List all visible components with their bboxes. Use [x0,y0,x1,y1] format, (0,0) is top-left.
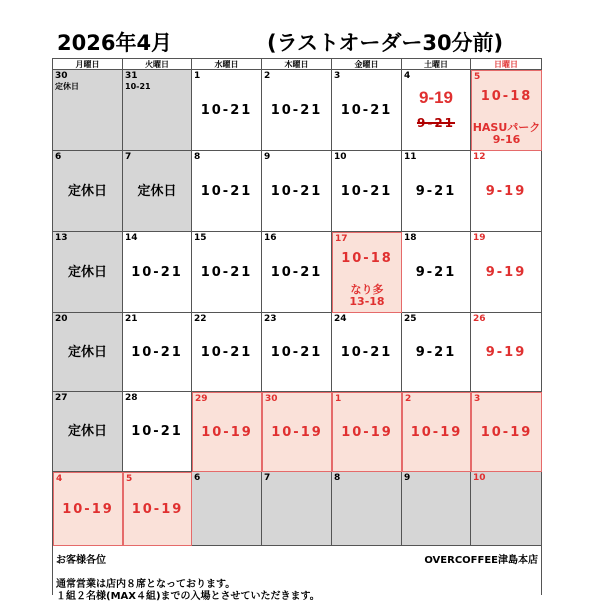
event-name: HASUパーク [472,121,541,134]
day-number: 29 [195,394,208,404]
closed-day-label: 定休日 [67,184,107,199]
calendar-day-cell [332,392,402,472]
day-number: 21 [125,314,138,324]
day-number: 30 [55,71,68,81]
business-hours: 10-19 [410,425,463,440]
business-hours: 9-19 [485,345,527,360]
day-number: 1 [194,71,201,81]
business-hours: 10-21 [270,345,323,360]
day-number: 11 [404,152,417,162]
day-number: 17 [335,234,348,244]
day-number: 4 [404,71,411,81]
closed-day-label: 定休日 [67,345,107,360]
business-hours: 10-21 [270,265,323,280]
calendar-day-cell [262,232,332,313]
business-hours: 9-21 [415,345,457,360]
day-note: 10-21 [125,82,151,91]
business-hours: 9-21 [415,265,457,280]
business-hours: 10-19 [271,425,323,440]
weekday-header: 水曜日 [192,59,262,70]
calendar-month-title: 2026年4月 [57,31,173,55]
calendar-day-cell [332,151,402,232]
day-number: 5 [474,72,481,82]
business-hours: 10-21 [340,184,393,199]
day-number: 25 [404,314,417,324]
business-hours: 10-21 [131,345,183,360]
day-number: 5 [126,474,133,484]
day-number: 15 [194,233,207,243]
calendar-day-cell [332,232,402,313]
calendar-day-cell [332,472,402,546]
day-number: 4 [56,474,63,484]
business-hours: 10-21 [270,184,323,199]
calendar-title [0,0,595,58]
calendar-day-cell [192,392,262,472]
day-note: 定休日 [55,82,79,91]
day-number: 9 [404,473,411,483]
day-number: 20 [55,314,68,324]
calendar-day-cell [471,392,542,472]
business-hours: 10-21 [340,345,393,360]
day-number: 6 [194,473,201,483]
changed-hours: 9-19 [418,88,454,107]
calendar-day-cell [332,70,402,151]
calendar-day-cell [262,313,332,392]
calendar-day-cell [471,313,542,392]
calendar-day-cell [402,472,471,546]
calendar-day-cell [192,151,262,232]
day-number: 3 [474,394,481,404]
day-number: 30 [265,394,278,404]
day-number: 10 [334,152,347,162]
day-number: 31 [125,71,138,81]
business-hours: 10-19 [480,425,533,440]
shop-name: OVERCOFFEE津島本店 [424,555,538,566]
calendar-day-cell [123,151,192,232]
business-hours: 10-21 [200,103,253,118]
weekday-header: 土曜日 [402,59,471,70]
day-number: 9 [264,152,271,162]
cancelled-hours-wrap [402,112,470,131]
weekday-header: 火曜日 [123,59,192,70]
calendar-day-cell [262,392,332,472]
calendar-day-cell [402,151,471,232]
calendar-day-cell [332,313,402,392]
business-hours: 10-19 [131,502,184,517]
calendar-day-cell [53,472,123,546]
last-order-note: (ラストオーダー30分前) [267,31,504,55]
closed-day-label: 定休日 [137,184,177,199]
weekday-header: 金曜日 [332,59,402,70]
closed-day-label: 定休日 [67,424,107,439]
notice-line-1: 通常営業は店内８席となっております。 [56,579,236,590]
day-number: 26 [473,314,486,324]
weekday-header: 月曜日 [53,59,123,70]
day-number: 10 [473,473,486,483]
calendar-grid [52,58,542,546]
business-hours: 9-19 [485,265,527,280]
day-number: 28 [125,393,138,403]
calendar-day-cell [471,232,542,313]
day-number: 7 [125,152,132,162]
day-number: 6 [55,152,62,162]
calendar-day-cell [123,313,192,392]
day-number: 14 [125,233,138,243]
day-number: 19 [473,233,486,243]
calendar-day-cell [53,392,123,472]
calendar-day-cell [471,151,542,232]
calendar-day-cell [123,232,192,313]
business-hours: 10-18 [341,251,393,266]
weekday-header: 日曜日 [471,59,542,70]
business-hours: 10-21 [200,345,253,360]
calendar-day-cell [123,472,192,546]
calendar-day-cell [53,151,123,232]
day-number: 24 [334,314,347,324]
day-number: 8 [194,152,201,162]
calendar-day-cell [53,70,123,151]
calendar-day-cell [402,313,471,392]
day-number: 13 [55,233,68,243]
calendar-day-cell [402,392,471,472]
day-number: 2 [264,71,271,81]
calendar-day-cell [53,232,123,313]
business-hours: 10-21 [131,265,183,280]
event-name: なり多 [350,283,384,296]
weekday-header: 木曜日 [262,59,332,70]
business-hours: 9-21 [415,184,457,199]
business-hours: 10-19 [201,425,253,440]
closed-day-label: 定休日 [67,265,107,280]
calendar-day-cell [402,232,471,313]
business-hours: 10-21 [270,103,323,118]
day-number: 18 [404,233,417,243]
business-hours: 10-19 [62,502,114,517]
day-number: 3 [334,71,341,81]
calendar-day-cell [123,70,192,151]
day-number: 8 [334,473,341,483]
calendar-day-cell [192,232,262,313]
calendar-day-cell [402,70,471,151]
calendar-day-cell [262,472,332,546]
event-hours: 9-16 [492,133,521,146]
calendar-day-cell [262,151,332,232]
day-number: 27 [55,393,68,403]
business-hours: 10-19 [341,425,393,440]
day-number: 2 [405,394,412,404]
business-hours: 10-18 [480,89,533,104]
calendar-day-cell [192,70,262,151]
event-hours: 13-18 [349,295,385,308]
day-number: 22 [194,314,207,324]
notice-section [52,546,542,602]
business-hours: 10-21 [200,184,253,199]
business-hours: 10-21 [200,265,253,280]
notice-line-2: １組２名様(MAX４組)までの入場とさせていただきます。 [56,591,320,602]
calendar-day-cell [192,472,262,546]
day-number: 16 [264,233,277,243]
calendar-day-cell [53,313,123,392]
notice-greeting: お客様各位 [56,555,106,566]
business-hours: 10-21 [340,103,393,118]
day-number: 23 [264,314,277,324]
calendar-day-cell [471,70,542,151]
business-hours: 9-19 [485,184,527,199]
calendar-day-cell [471,472,542,546]
calendar-day-cell [192,313,262,392]
day-number: 7 [264,473,271,483]
day-number: 1 [335,394,342,404]
cancelled-hours: 9-21 [416,116,456,130]
calendar-day-cell [123,392,192,472]
day-number: 12 [473,152,486,162]
business-hours: 10-21 [131,424,183,439]
calendar-day-cell [262,70,332,151]
